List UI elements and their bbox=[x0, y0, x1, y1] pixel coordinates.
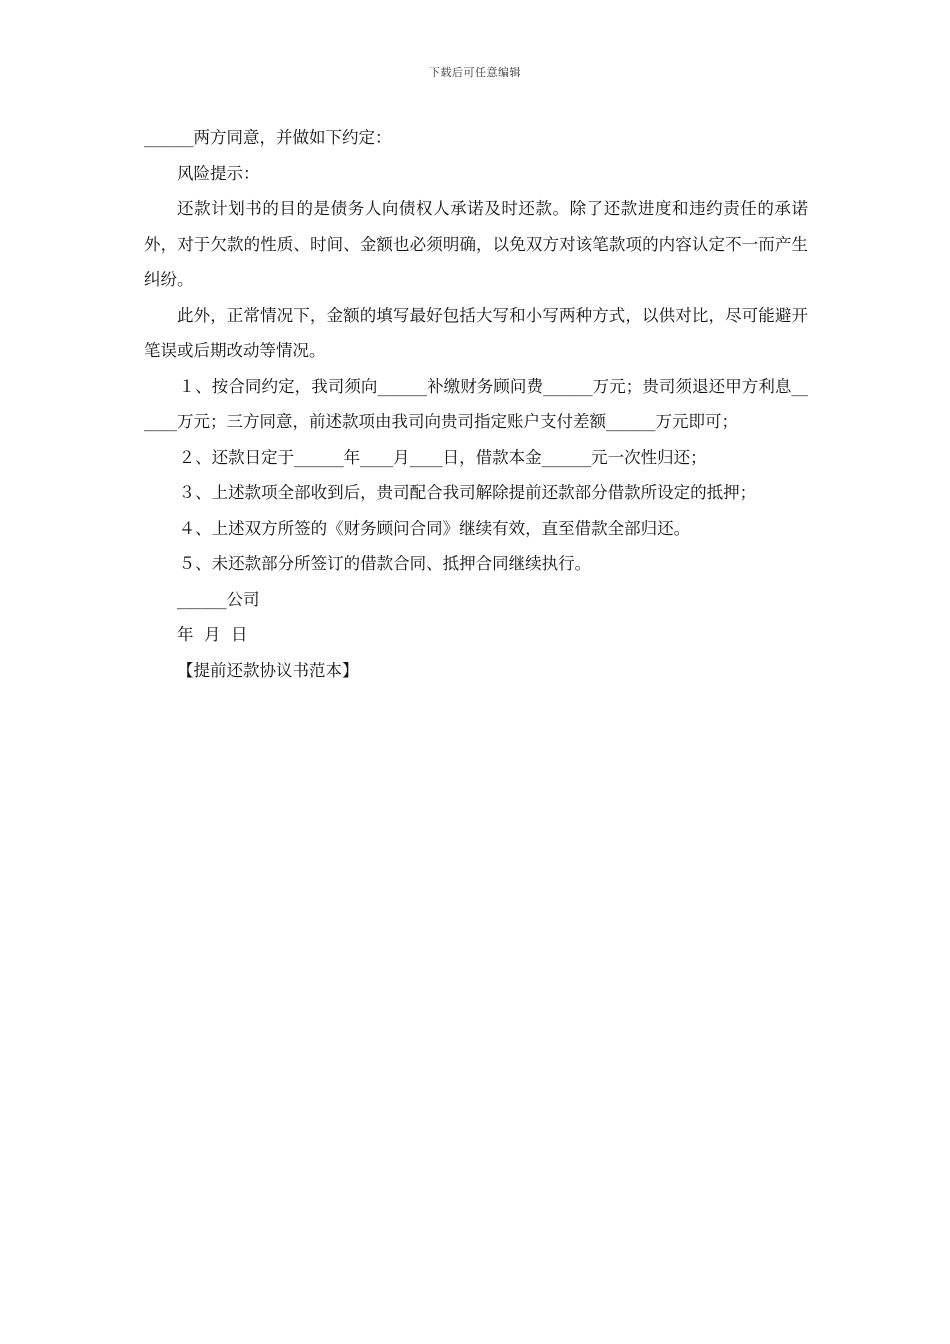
risk-notice-paragraph-1: 还款计划书的目的是债务人向债权人承诺及时还款。除了还款进度和违约责任的承诺外，对于欠款的性质、时间、金额也必须明确，以免双方对该笔款项的内容认定不一而产生纠纷。 bbox=[144, 199, 808, 289]
risk-notice-paragraph-2: 此外，正常情况下，金额的填写最好包括大写和小写两种方式，以供对比，尽可能避开笔误或后期改动等情况。 bbox=[144, 305, 808, 360]
company-signature: ______公司 bbox=[177, 589, 260, 609]
agreement-intro: ______两方同意，并做如下约定： bbox=[144, 128, 392, 147]
section-title: 【提前还款协议书范本】 bbox=[177, 660, 359, 680]
clause-4: ４、上述双方所签的《财务顾问合同》继续有效，直至借款全部归还。 bbox=[178, 518, 691, 538]
clause-3: ３、上述款项全部收到后，贵司配合我司解除提前还款部分借款所设定的抵押； bbox=[178, 483, 757, 502]
document-body bbox=[144, 120, 808, 688]
signature-date: 年 月 日 bbox=[177, 625, 248, 644]
clause-1: １、按合同约定，我司须向______补缴财务顾问费______万元；贵司须退还甲方利息______万元；三方同意，前述款项由我司向贵司指定账户支付差额______万元即可； bbox=[144, 376, 808, 431]
clause-2: ２、还款日定于______年____月____日，借款本金______元一次性归还； bbox=[178, 447, 707, 467]
clause-5: ５、未还款部分所签订的借款合同、抵押合同继续执行。 bbox=[178, 554, 592, 573]
page-header: 下载后可任意编辑 bbox=[429, 66, 521, 79]
risk-notice-heading: 风险提示： bbox=[177, 163, 260, 183]
